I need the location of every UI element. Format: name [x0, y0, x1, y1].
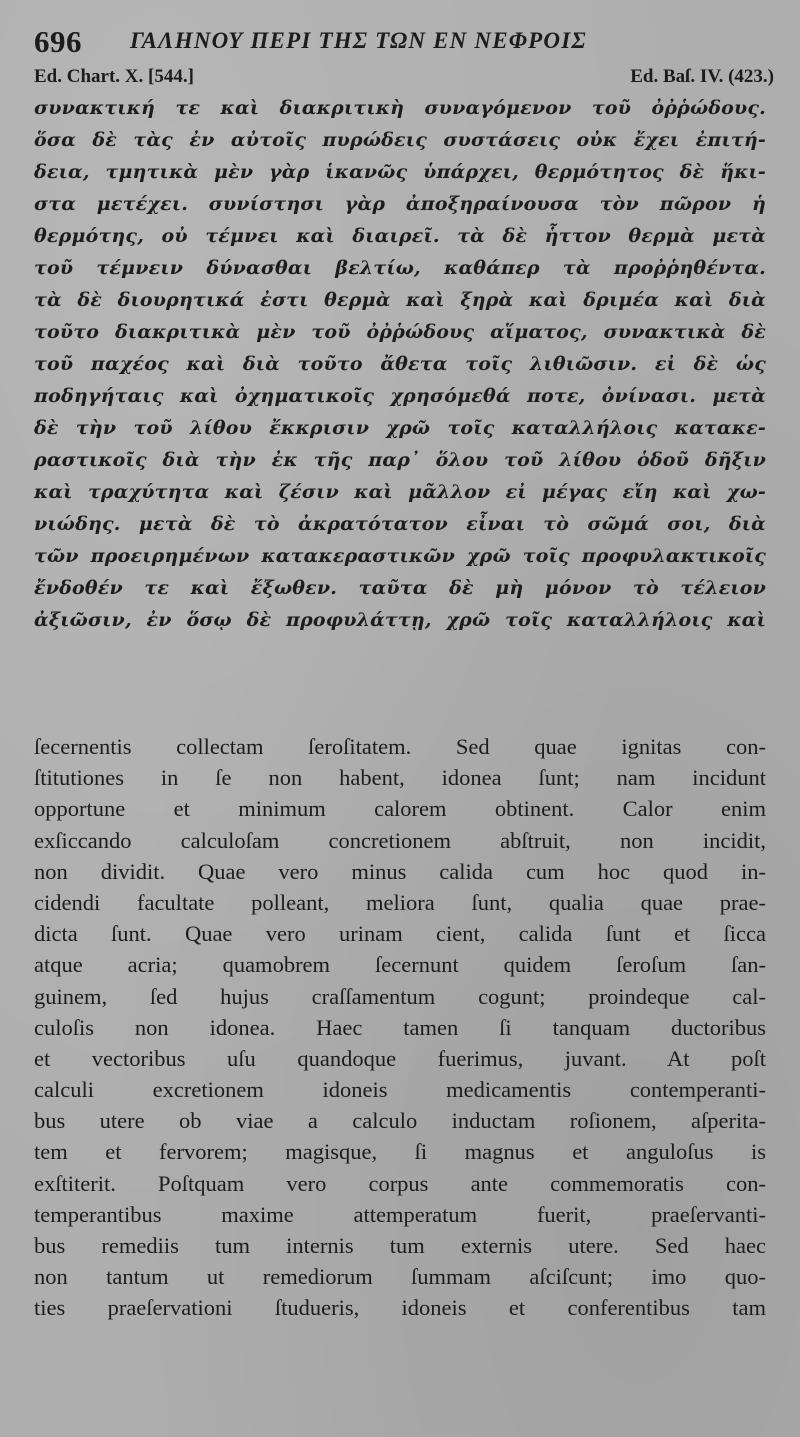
latin-line: bus remediis tum internis tum externis utere. Sed haec — [34, 1233, 766, 1258]
greek-line: νιώδης. μετὰ δὲ τὸ ἀκρατότατον εἶναι τὸ σῶμά σοι, διὰ — [34, 513, 766, 535]
page-header — [34, 22, 774, 70]
latin-line: et vectoribus uſu quandoque fuerimus, juvant. At poſt — [34, 1045, 766, 1071]
latin-line: tem et fervorem; magisque, ſi magnus et anguloſus is — [34, 1139, 766, 1165]
latin-line: temperantibus maxime attemperatum fuerit, praeſervanti- — [34, 1201, 766, 1227]
greek-line: ὅσα δὲ τὰς ἐν αὐτοῖς πυρώδεις συστάσεις οὐκ ἔχει ἐπιτή- — [34, 129, 766, 151]
latin-line: ſtitutiones in ſe non habent, idonea ſunt; nam incidunt — [34, 765, 766, 791]
edition-basel-reference: Ed. Baſ. IV. (423.) — [630, 66, 774, 87]
latin-line: dicta ſunt. Quae vero urinam cient, calida ſunt et ſicca — [34, 921, 766, 947]
latin-line: non dividit. Quae vero minus calida cum hoc quod in- — [34, 858, 766, 884]
greek-line: τοῦ τέμνειν δύνασθαι βελτίω, καθάπερ τὰ προῤῥηθέντα. — [34, 257, 766, 279]
edition-reference-line — [34, 66, 774, 90]
latin-line: guinem, ſed hujus craſſamentum cogunt; proindeque cal- — [34, 983, 766, 1009]
latin-line: cidendi facultate polleant, meliora ſunt, qualia quae prae- — [34, 889, 766, 915]
greek-line: δεια, τμητικὰ μὲν γὰρ ἱκανῶς ὑπάρχει, θερμότητος δὲ ἥκι- — [34, 161, 766, 183]
greek-line: ἀξιῶσιν, ἐν ὅσῳ δὲ προφυλάττῃ, χρῶ τοῖς καταλλήλοις καὶ — [34, 609, 766, 631]
greek-text-block — [34, 92, 766, 636]
greek-line: ἔνδοθέν τε καὶ ἔξωθεν. ταῦτα δὲ μὴ μόνον τὸ τέλειον — [34, 577, 766, 599]
greek-line: ποδηγήταις καὶ ὀχηματικοῖς χρησόμεθά ποτε, ὀνίνασι. μετὰ — [34, 385, 766, 407]
page-number: 696 — [34, 24, 82, 59]
greek-line: δὲ τὴν τοῦ λίθου ἔκκρισιν χρῶ τοῖς καταλλήλοις κατακε- — [34, 417, 766, 439]
greek-line: τὰ δὲ διουρητικά ἐστι θερμὰ καὶ ξηρὰ καὶ δριμέα καὶ διὰ — [34, 289, 766, 311]
greek-line: τοῦ παχέος καὶ διὰ τοῦτο ἄθετα τοῖς λιθιῶσιν. εἰ δὲ ὡς — [34, 353, 766, 375]
latin-line: non tantum ut remediorum ſummam aſciſcunt; imo quo- — [34, 1264, 766, 1290]
greek-line: τῶν προειρημένων κατακεραστικῶν χρῶ τοῖς προφυλακτικοῖς — [34, 545, 766, 567]
greek-line: θερμότης, οὐ τέμνει καὶ διαιρεῖ. τὰ δὲ ἧττον θερμὰ μετὰ — [34, 225, 766, 247]
latin-line: atque acria; quamobrem ſecernunt quidem ſeroſum ſan- — [34, 952, 766, 978]
latin-line: exſtiterit. Poſtquam vero corpus ante commemoratis con- — [34, 1170, 766, 1196]
latin-line: ſecernentis collectam ſeroſitatem. Sed quae ignitas con- — [34, 734, 766, 759]
latin-line: calculi excretionem idoneis medicamentis contemperanti- — [34, 1077, 766, 1103]
latin-line: culoſis non idonea. Haec tamen ſi tanquam ductoribus — [34, 1014, 766, 1040]
greek-line: τοῦτο διακριτικὰ μὲν τοῦ ὀῤῥώδους αἵματος, συνακτικὰ δὲ — [34, 321, 766, 343]
greek-line: στα μετέχει. συνίστησι γὰρ ἀποξηραίνουσα τὸν πῶρον ἡ — [34, 193, 766, 215]
latin-line: exſiccando calculoſam concretionem abſtruit, non incidit, — [34, 827, 766, 853]
greek-line: συνακτική τε καὶ διακριτικὴ συναγόμενον τοῦ ὀῤῥώδους. — [34, 97, 766, 119]
edition-chart-reference: Ed. Chart. X. [544.] — [34, 66, 194, 87]
latin-text-block — [34, 731, 766, 1324]
greek-line: ραστικοῖς διὰ τὴν ἐκ τῆς παρ᾽ ὅλου τοῦ λίθου ὁδοῦ δῆξιν — [34, 449, 766, 471]
running-title: ΓΑΛΗΝΟΥ ΠΕΡΙ ΤΗΣ ΤΩΝ ΕΝ ΝΕΦΡΟΙΣ — [130, 28, 587, 53]
latin-line: bus utere ob viae a calculo inductam roſionem, aſperita- — [34, 1108, 766, 1134]
greek-line: καὶ τραχύτητα καὶ ζέσιν καὶ μᾶλλον εἰ μέγας εἴη καὶ χω- — [34, 481, 766, 503]
latin-line: opportune et minimum calorem obtinent. Calor enim — [34, 796, 766, 822]
latin-line: ties praeſervationi ſtudueris, idoneis et conferentibus tam — [34, 1295, 766, 1321]
